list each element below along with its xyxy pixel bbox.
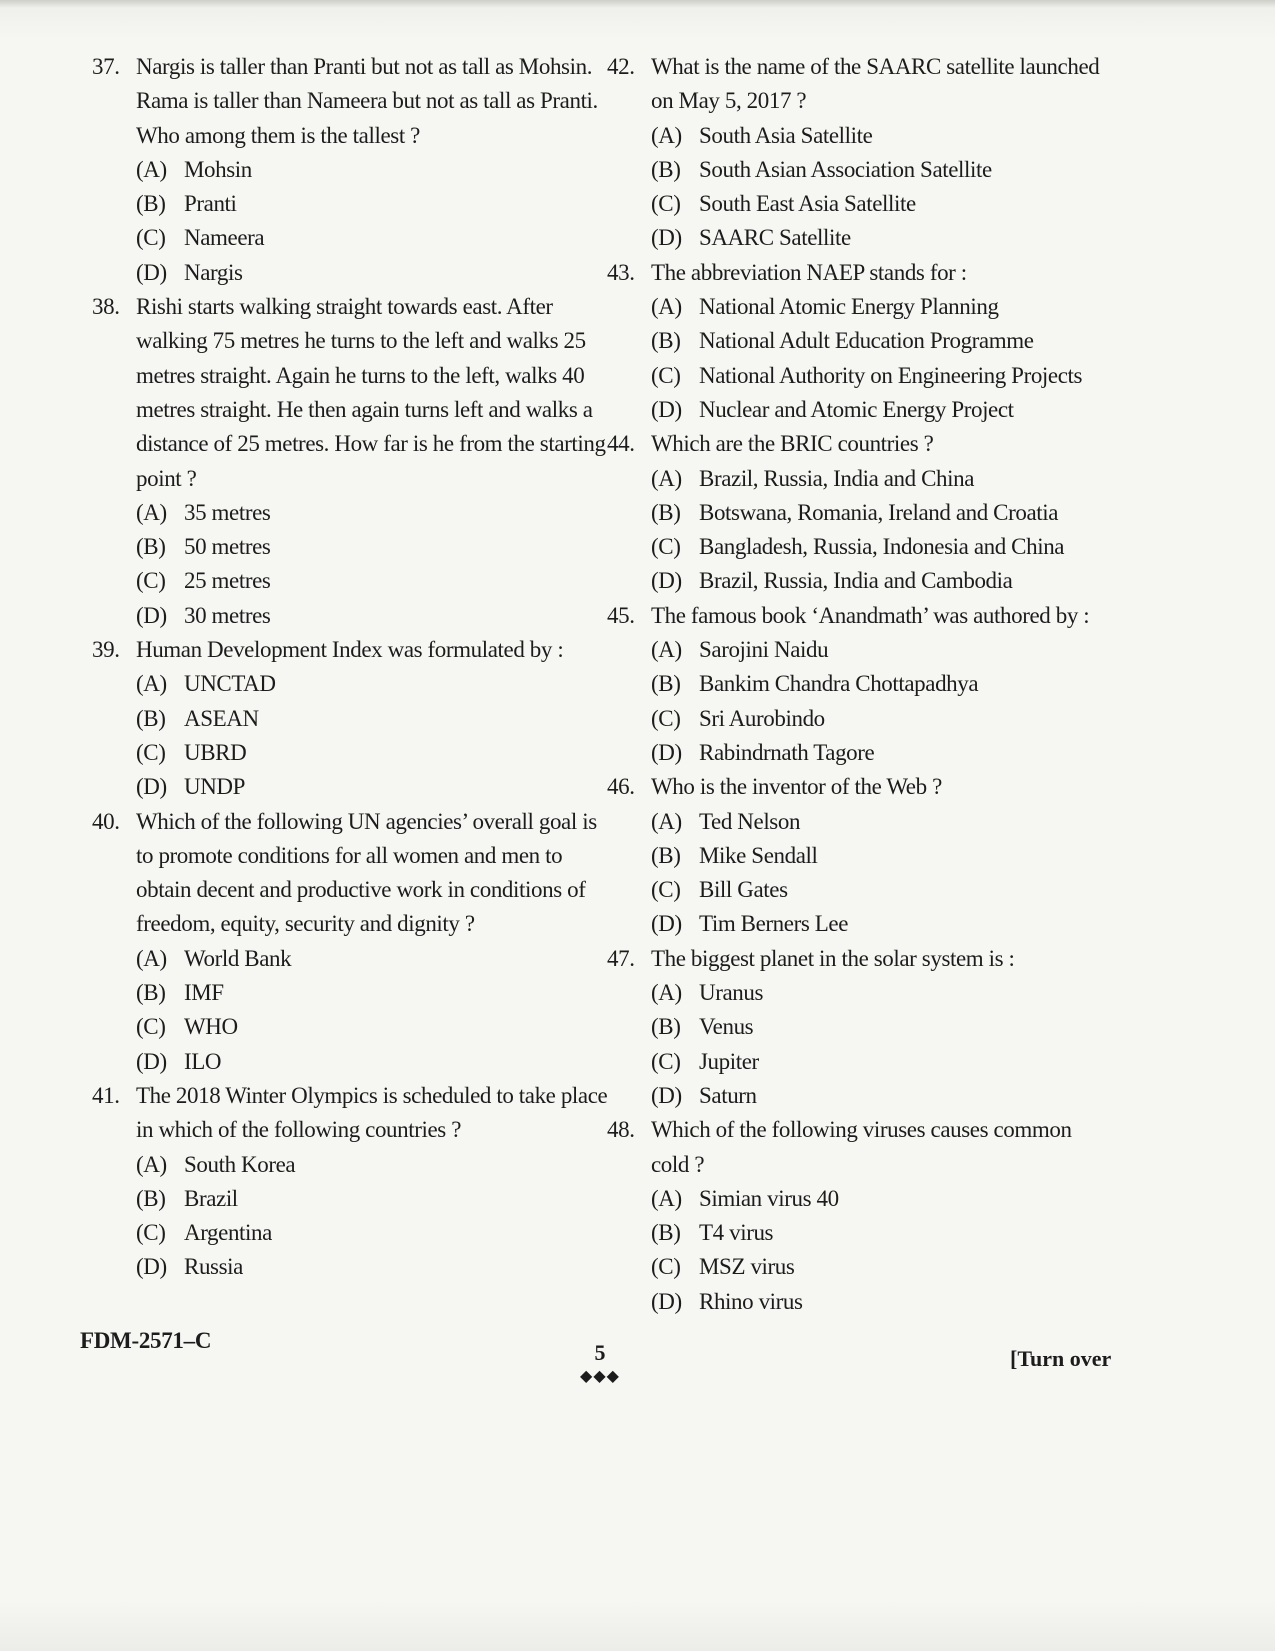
answer-option bbox=[651, 873, 1132, 907]
option-label: (D) bbox=[136, 1048, 167, 1074]
answer-option bbox=[651, 496, 1132, 530]
answer-option bbox=[651, 805, 1132, 839]
option-label: (B) bbox=[651, 328, 681, 354]
question-body bbox=[651, 50, 1132, 256]
option-text: ILO bbox=[184, 1048, 222, 1074]
option-label: (B) bbox=[136, 534, 166, 560]
answer-option bbox=[136, 153, 652, 187]
answer-option bbox=[136, 1148, 652, 1182]
answer-option bbox=[136, 496, 652, 530]
option-text: Nuclear and Atomic Energy Project bbox=[699, 396, 1014, 422]
option-label: (B) bbox=[651, 1220, 681, 1246]
diamond-ornament: ◆◆◆ bbox=[580, 1368, 620, 1385]
question-text-line: Nargis is taller than Pranti but not as tall as Mohsin. bbox=[136, 54, 593, 79]
option-text: Tim Berners Lee bbox=[699, 911, 849, 937]
option-text: 25 metres bbox=[184, 568, 271, 594]
option-text: Bill Gates bbox=[699, 877, 788, 903]
question-text-line: in which of the following countries ? bbox=[136, 1117, 462, 1143]
answer-option bbox=[651, 839, 1132, 873]
answer-option bbox=[136, 942, 652, 976]
answer-option bbox=[651, 359, 1132, 393]
option-label: (B) bbox=[136, 1185, 166, 1211]
option-label: (B) bbox=[136, 980, 166, 1006]
option-label: (C) bbox=[651, 877, 681, 903]
answer-option bbox=[136, 187, 652, 221]
option-text: SAARC Satellite bbox=[699, 225, 851, 251]
question-body bbox=[651, 1113, 1132, 1319]
question-39 bbox=[92, 633, 652, 804]
answer-option bbox=[651, 119, 1132, 153]
option-text: South Asia Satellite bbox=[699, 122, 873, 148]
option-label: (A) bbox=[136, 499, 167, 525]
option-label: (A) bbox=[136, 156, 167, 182]
question-text-line: walking 75 metres he turns to the left and walks 25 bbox=[136, 328, 586, 354]
answer-option bbox=[136, 976, 652, 1010]
option-text: Brazil bbox=[184, 1185, 238, 1211]
option-label: (C) bbox=[136, 1014, 166, 1040]
option-text: Uranus bbox=[699, 980, 764, 1006]
answer-option bbox=[651, 1182, 1132, 1216]
option-label: (A) bbox=[136, 1151, 167, 1177]
question-38 bbox=[92, 290, 652, 633]
option-text: 35 metres bbox=[184, 499, 271, 525]
question-47 bbox=[607, 942, 1132, 1113]
option-label: (D) bbox=[651, 1082, 682, 1108]
option-label: (C) bbox=[651, 1254, 681, 1280]
option-text: Jupiter bbox=[699, 1048, 759, 1074]
question-text-line: obtain decent and productive work in conditions of bbox=[136, 877, 586, 903]
question-text-line: metres straight. He then again turns left and walks a bbox=[136, 396, 593, 422]
option-text: Ted Nelson bbox=[699, 808, 801, 834]
answer-option bbox=[651, 462, 1132, 496]
question-number: 45. bbox=[607, 602, 635, 628]
option-text: T4 virus bbox=[699, 1220, 774, 1246]
question-40 bbox=[92, 805, 652, 1079]
option-label: (B) bbox=[651, 156, 681, 182]
answer-option bbox=[136, 599, 652, 633]
answer-option bbox=[651, 1250, 1132, 1284]
question-text-line: Which of the following viruses causes common bbox=[651, 1117, 1072, 1143]
option-text: Sri Aurobindo bbox=[699, 705, 825, 731]
question-text-line: cold ? bbox=[651, 1151, 705, 1177]
option-text: South Korea bbox=[184, 1151, 296, 1177]
option-text: South East Asia Satellite bbox=[699, 191, 916, 217]
question-body bbox=[136, 805, 652, 1079]
option-text: Argentina bbox=[184, 1220, 272, 1246]
question-text-line: The 2018 Winter Olympics is scheduled to take place bbox=[136, 1082, 608, 1108]
answer-option bbox=[651, 153, 1132, 187]
option-text: National Atomic Energy Planning bbox=[699, 294, 999, 320]
question-46 bbox=[607, 770, 1132, 941]
option-label: (C) bbox=[651, 534, 681, 560]
answer-option bbox=[651, 187, 1132, 221]
question-text-line: Human Development Index was formulated by : bbox=[136, 637, 564, 663]
question-body bbox=[651, 256, 1132, 427]
question-number: 48. bbox=[607, 1117, 635, 1143]
option-text: WHO bbox=[184, 1014, 238, 1040]
option-text: Brazil, Russia, India and China bbox=[699, 465, 975, 491]
question-43 bbox=[607, 256, 1132, 427]
option-label: (A) bbox=[651, 980, 682, 1006]
question-number: 39. bbox=[92, 637, 120, 663]
answer-option bbox=[136, 736, 652, 770]
option-text: UNCTAD bbox=[184, 671, 276, 697]
option-label: (C) bbox=[136, 225, 166, 251]
turn-over-note: [Turn over bbox=[1010, 1346, 1112, 1371]
option-label: (D) bbox=[651, 1288, 682, 1314]
question-text-line: Who among them is the tallest ? bbox=[136, 122, 420, 148]
option-label: (C) bbox=[136, 739, 166, 765]
option-label: (D) bbox=[651, 739, 682, 765]
option-label: (D) bbox=[651, 225, 682, 251]
option-text: Russia bbox=[184, 1254, 243, 1280]
answer-option bbox=[136, 702, 652, 736]
answer-option bbox=[136, 770, 652, 804]
option-text: Simian virus 40 bbox=[699, 1185, 839, 1211]
question-48 bbox=[607, 1113, 1132, 1319]
option-text: UBRD bbox=[184, 739, 247, 765]
option-text: Bangladesh, Russia, Indonesia and China bbox=[699, 534, 1065, 560]
option-label: (A) bbox=[651, 637, 682, 663]
answer-option bbox=[651, 1285, 1132, 1319]
question-body bbox=[136, 290, 652, 633]
answer-option bbox=[651, 633, 1132, 667]
question-text-line: The biggest planet in the solar system is : bbox=[651, 945, 1015, 971]
question-text-line: Which of the following UN agencies’ overall goal is bbox=[136, 808, 597, 834]
option-text: UNDP bbox=[184, 774, 246, 800]
option-label: (B) bbox=[651, 842, 681, 868]
answer-option bbox=[651, 324, 1132, 358]
question-body bbox=[651, 770, 1132, 941]
option-label: (D) bbox=[651, 911, 682, 937]
question-number: 41. bbox=[92, 1082, 120, 1108]
option-label: (A) bbox=[651, 1185, 682, 1211]
option-label: (A) bbox=[651, 465, 682, 491]
answer-option bbox=[651, 976, 1132, 1010]
option-text: South Asian Association Satellite bbox=[699, 156, 992, 182]
answer-option bbox=[651, 393, 1132, 427]
option-text: Venus bbox=[699, 1014, 754, 1040]
option-label: (D) bbox=[136, 259, 167, 285]
option-text: Pranti bbox=[184, 191, 237, 217]
option-text: ASEAN bbox=[184, 705, 259, 731]
question-number: 37. bbox=[92, 54, 120, 79]
answer-option bbox=[136, 1045, 652, 1079]
question-41 bbox=[92, 1079, 652, 1285]
option-text: Sarojini Naidu bbox=[699, 637, 829, 663]
answer-option bbox=[136, 256, 652, 290]
option-text: World Bank bbox=[184, 945, 292, 971]
question-number: 38. bbox=[92, 294, 120, 320]
answer-option bbox=[651, 221, 1132, 255]
option-text: Rabindrnath Tagore bbox=[699, 739, 875, 765]
option-label: (A) bbox=[651, 294, 682, 320]
question-text-line: on May 5, 2017 ? bbox=[651, 88, 807, 114]
question-body bbox=[136, 1079, 652, 1285]
option-text: MSZ virus bbox=[699, 1254, 795, 1280]
option-label: (A) bbox=[651, 122, 682, 148]
answer-option bbox=[651, 736, 1132, 770]
answer-option bbox=[651, 1216, 1132, 1250]
answer-option bbox=[136, 564, 652, 598]
right-question-column bbox=[607, 50, 1132, 1319]
question-body bbox=[136, 50, 652, 290]
option-text: 30 metres bbox=[184, 602, 271, 628]
answer-option bbox=[136, 221, 652, 255]
question-42 bbox=[607, 50, 1132, 256]
question-text-line: metres straight. Again he turns to the left, walks 40 bbox=[136, 362, 585, 388]
answer-option bbox=[651, 667, 1132, 701]
option-label: (A) bbox=[651, 808, 682, 834]
question-number: 40. bbox=[92, 808, 120, 834]
option-label: (C) bbox=[651, 1048, 681, 1074]
answer-option bbox=[651, 1045, 1132, 1079]
answer-option bbox=[651, 564, 1132, 598]
option-label: (D) bbox=[136, 602, 167, 628]
option-label: (C) bbox=[651, 705, 681, 731]
question-body bbox=[651, 942, 1132, 1113]
option-label: (C) bbox=[651, 191, 681, 217]
option-text: IMF bbox=[184, 980, 224, 1006]
question-number: 42. bbox=[607, 54, 635, 79]
option-text: 50 metres bbox=[184, 534, 271, 560]
question-text-line: point ? bbox=[136, 465, 197, 491]
answer-option bbox=[136, 530, 652, 564]
question-text-line: to promote conditions for all women and men to bbox=[136, 842, 563, 868]
option-text: Nargis bbox=[184, 259, 243, 285]
question-text-line: The abbreviation NAEP stands for : bbox=[651, 259, 967, 285]
question-body bbox=[651, 599, 1132, 770]
option-text: Mohsin bbox=[184, 156, 252, 182]
answer-option bbox=[651, 530, 1132, 564]
option-label: (D) bbox=[651, 568, 682, 594]
question-number: 47. bbox=[607, 945, 635, 971]
option-label: (C) bbox=[136, 568, 166, 594]
question-number: 44. bbox=[607, 431, 635, 457]
option-text: Brazil, Russia, India and Cambodia bbox=[699, 568, 1013, 594]
option-text: National Authority on Engineering Projects bbox=[699, 362, 1083, 388]
left-question-column bbox=[92, 50, 652, 1285]
question-text-line: Which are the BRIC countries ? bbox=[651, 431, 934, 457]
option-label: (D) bbox=[651, 396, 682, 422]
question-text-line: Rishi starts walking straight towards east. After bbox=[136, 294, 553, 320]
option-text: Mike Sendall bbox=[699, 842, 818, 868]
answer-option bbox=[136, 1250, 652, 1284]
question-number: 43. bbox=[607, 259, 635, 285]
answer-option bbox=[651, 702, 1132, 736]
question-44 bbox=[607, 427, 1132, 598]
scan-top-edge bbox=[0, 0, 1275, 8]
option-text: Nameera bbox=[184, 225, 265, 251]
option-label: (B) bbox=[136, 191, 166, 217]
answer-option bbox=[136, 1010, 652, 1044]
question-body bbox=[651, 427, 1132, 598]
question-text-line: Who is the inventor of the Web ? bbox=[651, 774, 942, 800]
question-text-line: distance of 25 metres. How far is he from the starting bbox=[136, 431, 606, 457]
page-number: 5 bbox=[594, 1340, 606, 1365]
answer-option bbox=[651, 1079, 1132, 1113]
option-label: (A) bbox=[136, 671, 167, 697]
answer-option bbox=[651, 907, 1132, 941]
question-text-line: The famous book ‘Anandmath’ was authored by : bbox=[651, 602, 1090, 628]
option-text: National Adult Education Programme bbox=[699, 328, 1034, 354]
option-text: Rhino virus bbox=[699, 1288, 803, 1314]
option-text: Bankim Chandra Chottapadhya bbox=[699, 671, 979, 697]
option-label: (A) bbox=[136, 945, 167, 971]
option-label: (D) bbox=[136, 774, 167, 800]
option-label: (B) bbox=[651, 499, 681, 525]
answer-option bbox=[651, 1010, 1132, 1044]
option-label: (D) bbox=[136, 1254, 167, 1280]
option-text: Botswana, Romania, Ireland and Croatia bbox=[699, 499, 1059, 525]
answer-option bbox=[651, 290, 1132, 324]
option-label: (C) bbox=[651, 362, 681, 388]
question-37 bbox=[92, 50, 652, 290]
option-label: (B) bbox=[651, 671, 681, 697]
paper-code: FDM-2571–C bbox=[80, 1328, 212, 1353]
answer-option bbox=[136, 667, 652, 701]
question-number: 46. bbox=[607, 774, 635, 800]
question-text-line: Rama is taller than Nameera but not as tall as Pranti. bbox=[136, 88, 598, 114]
question-45 bbox=[607, 599, 1132, 770]
answer-option bbox=[136, 1182, 652, 1216]
answer-option bbox=[136, 1216, 652, 1250]
question-text-line: What is the name of the SAARC satellite launched bbox=[651, 54, 1100, 79]
option-label: (B) bbox=[136, 705, 166, 731]
question-text-line: freedom, equity, security and dignity ? bbox=[136, 911, 475, 937]
option-text: Saturn bbox=[699, 1082, 757, 1108]
option-label: (C) bbox=[136, 1220, 166, 1246]
option-label: (B) bbox=[651, 1014, 681, 1040]
question-body bbox=[136, 633, 652, 804]
